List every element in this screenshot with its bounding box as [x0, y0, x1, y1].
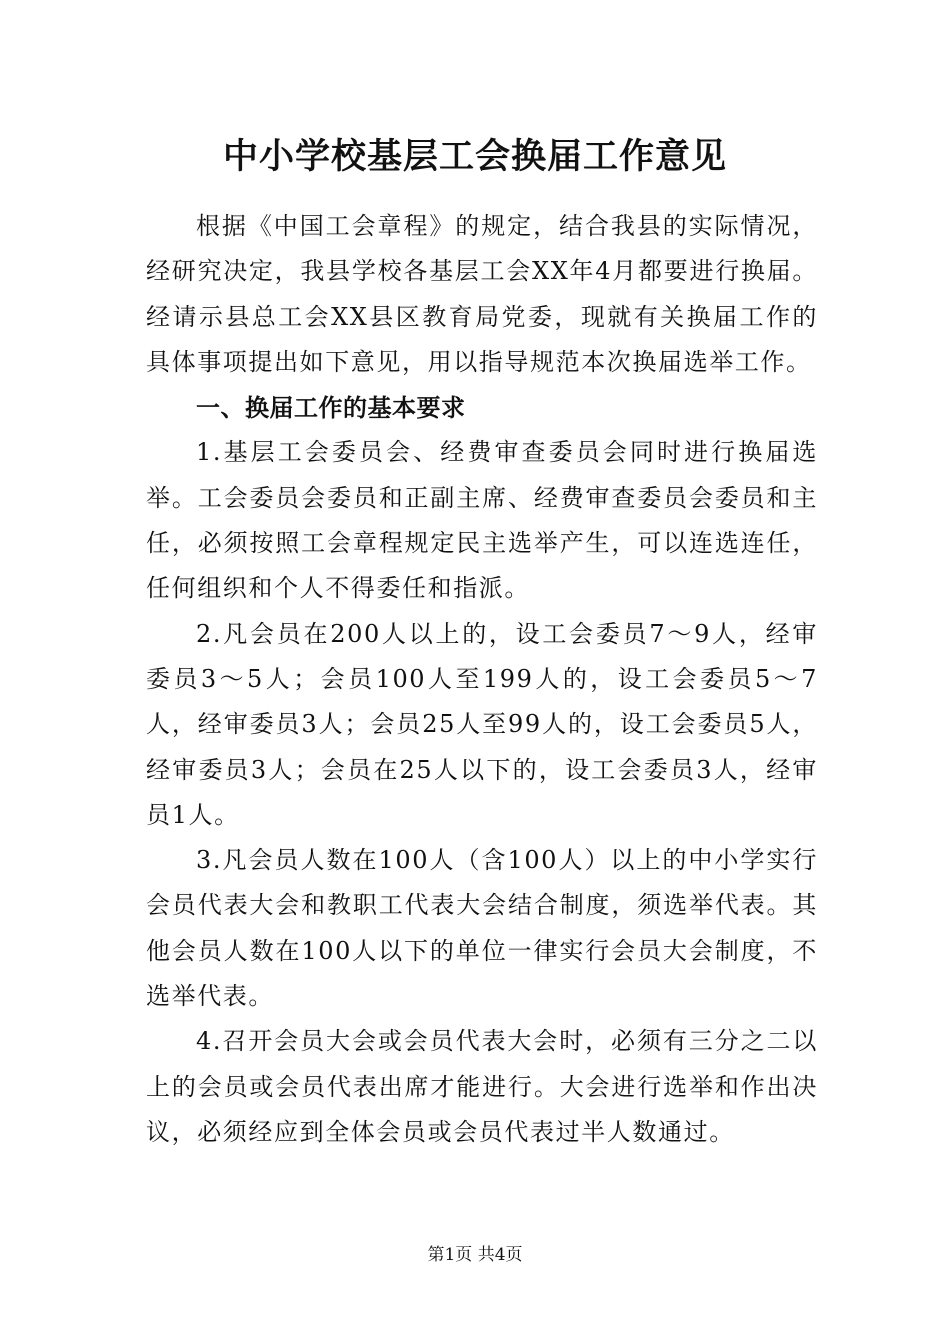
item-paragraph-2: 2.凡会员在200人以上的，设工会委员7～9人，经审委员3～5人；会员100人至199人的，设工会委员5～7人，经审委员3人；会员25人至99人的，设工会委员5人，经审委员3人；会员在25人以下的，设工会委员3人，经审员1人。 [146, 619, 818, 829]
item-paragraph-3: 3.凡会员人数在100人（含100人）以上的中小学实行会员代表大会和教职工代表大会结合制度，须选举代表。其他会员人数在100人以下的单位一律实行会员大会制度，不选举代表。 [146, 846, 818, 1011]
item-paragraph-4: 4.召开会员大会或会员代表大会时，必须有三分之二以上的会员或会员代表出席才能进行。大会进行选举和作出决议，必须经应到全体会员或会员代表过半人数通过。 [146, 1027, 818, 1146]
intro-paragraph: 根据《中国工会章程》的规定，结合我县的实际情况，经研究决定，我县学校各基层工会XX年4月都要进行换届。经请示县总工会XX县区教育局党委，现就有关换届工作的具体事项提出如下意见，用以指导规范本次换届选举工作。 [146, 212, 818, 376]
item-paragraph-1: 1.基层工会委员会、经费审查委员会同时进行换届选举。工会委员会委员和正副主席、经费审查委员会委员和主任，必须按照工会章程规定民主选举产生，可以连选连任，任何组织和个人不得委任和指派。 [146, 438, 818, 603]
document-title: 中小学校基层工会换届工作意见 [222, 136, 727, 177]
document-body [146, 204, 818, 1155]
page-footer: 第1页 共4页 [427, 1245, 523, 1265]
section-heading: 一、换届工作的基本要求 [196, 393, 466, 423]
